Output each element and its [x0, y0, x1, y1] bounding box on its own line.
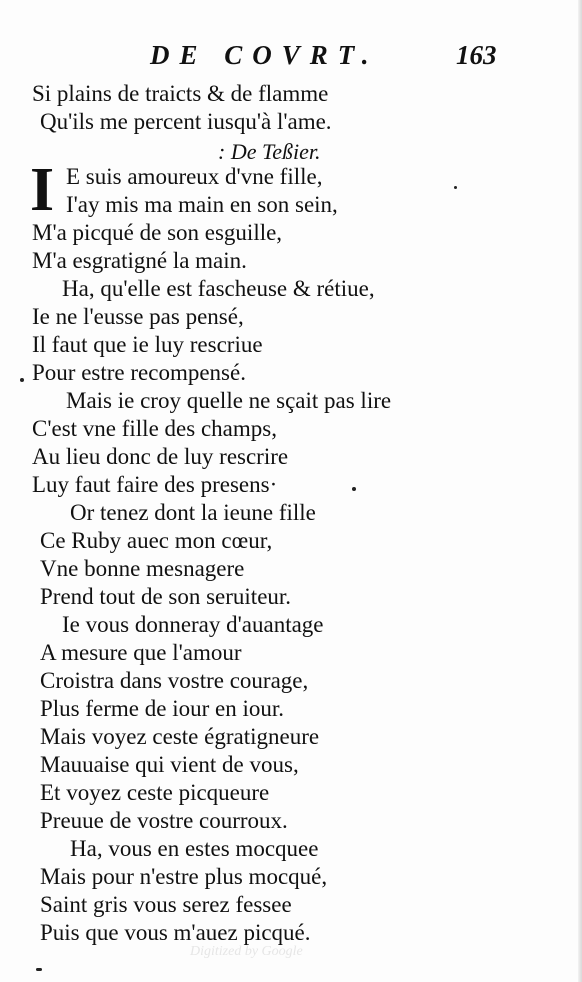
page-edge-shadow	[578, 0, 582, 982]
digitization-watermark: Digitized by Google	[190, 944, 303, 959]
verse-line: Mais ie croy quelle ne sçait pas lire	[66, 388, 392, 413]
ink-speck	[20, 378, 24, 382]
verse-line: I'ay mis ma main en son sein,	[66, 192, 338, 217]
verse-line: Pour estre recompensé.	[32, 360, 246, 385]
verse-line: M'a picqué de son esguille,	[32, 220, 283, 245]
verse-line: Or tenez dont la ieune fille	[70, 500, 316, 525]
verse-line: Ha, qu'elle est fascheuse & rétiue,	[62, 276, 375, 301]
verse-line: Mais pour n'estre plus mocqué,	[40, 864, 328, 889]
page-number: 163	[456, 40, 497, 70]
verse-line: Plus ferme de iour en iour.	[40, 696, 285, 721]
drop-capital: I	[30, 156, 55, 224]
verse-line: Ie vous donneray d'auantage	[62, 612, 324, 637]
verse-line: Si plains de traicts & de flamme	[32, 81, 329, 106]
ink-speck	[352, 487, 356, 491]
verse-line: Et voyez ceste picqueure	[40, 780, 270, 805]
verse-line: Mauuaise qui vient de vous,	[40, 752, 299, 777]
verse-line: Ha, vous en estes mocquee	[70, 836, 319, 861]
verse-line: Vne bonne mesnagere	[40, 556, 245, 581]
verse-line: Au lieu donc de luy rescrire	[32, 444, 289, 469]
verse-line: C'est vne fille des champs,	[32, 416, 277, 441]
verse-line: Qu'ils me percent iusqu'à l'ame.	[40, 109, 332, 134]
verse-line: Ie ne l'eusse pas pensé,	[32, 304, 244, 329]
verse-line: E suis amoureux d'vne fille,	[66, 164, 323, 189]
author-attribution: : De Teßier.	[218, 139, 321, 164]
verse-line: Luy faut faire des presens·	[32, 472, 278, 497]
verse-line: Preuue de vostre courroux.	[40, 808, 288, 833]
running-head: DE COVRT.	[150, 40, 379, 70]
verse-line: Il faut que ie luy rescriue	[32, 332, 263, 357]
ink-speck	[36, 968, 42, 971]
verse-line: Ce Ruby auec mon cœur,	[40, 528, 273, 553]
ink-speck	[454, 186, 457, 189]
verse-line: M'a esgratigné la main.	[32, 248, 247, 273]
verse-line: Puis que vous m'auez picqué.	[40, 920, 311, 945]
verse-line: Mais voyez ceste égratigneure	[40, 724, 320, 749]
verse-line: Prend tout de son seruiteur.	[40, 584, 292, 609]
verse-line: A mesure que l'amour	[40, 640, 242, 665]
verse-line: Croistra dans vostre courage,	[40, 668, 309, 693]
verse-line: Saint gris vous serez fessee	[40, 892, 292, 917]
